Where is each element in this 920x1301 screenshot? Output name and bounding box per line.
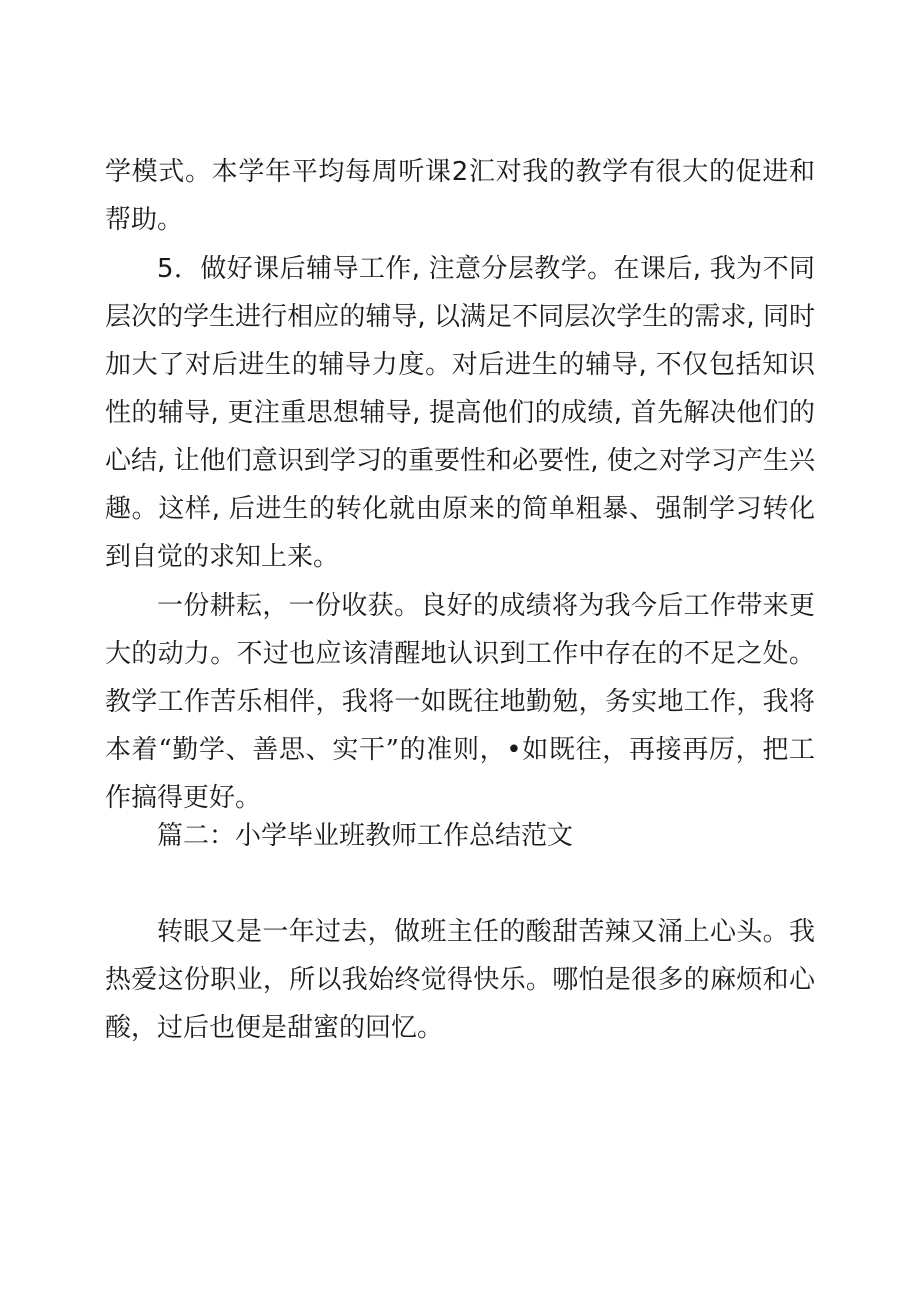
paragraph-after-class-tutoring: 5．做好课后辅导工作, 注意分层教学。在课后, 我为不同层次的学生进行相应的辅导, 以满足不同层次学生的需求, 同时加大了对后进生的辅导力度。对后进生的辅导, 不仅包括知识性的辅导, 更注重思想辅导, 提高他们的成绩, 首先解决他们的心结, 让他们意识到学习的重要性和必要性, 使之对学习产生兴趣。这样, 后进生的转化就由原来的简单粗暴、强制学习转化到自觉的求知上来。: [105, 254, 815, 572]
paragraph-teaching-mode-continuation: 学模式。本学年平均每周听课2汇对我的教学有很大的促进和帮助。: [105, 157, 815, 235]
section-heading-part-two: 篇二：小学毕业班教师工作总结范文: [157, 821, 574, 851]
paragraph-class-teacher-reflection: 转眼又是一年过去，做班主任的酸甜苦辣又涌上心头。我热爱这份职业，所以我始终觉得快乐。哪怕是很多的麻烦和心酸，过后也便是甜蜜的回忆。: [105, 917, 815, 1043]
paragraph-summary-conclusion: 一份耕耘，一份收获。良好的成绩将为我今后工作带来更大的动力。不过也应该清醒地认识到工作中存在的不足之处。教学工作苦乐相伴，我将一如既往地勤勉，务实地工作，我将本着“勤学、善思、实干”的准则，•如既往，再接再厉，把工作搞得更好。: [105, 591, 815, 813]
